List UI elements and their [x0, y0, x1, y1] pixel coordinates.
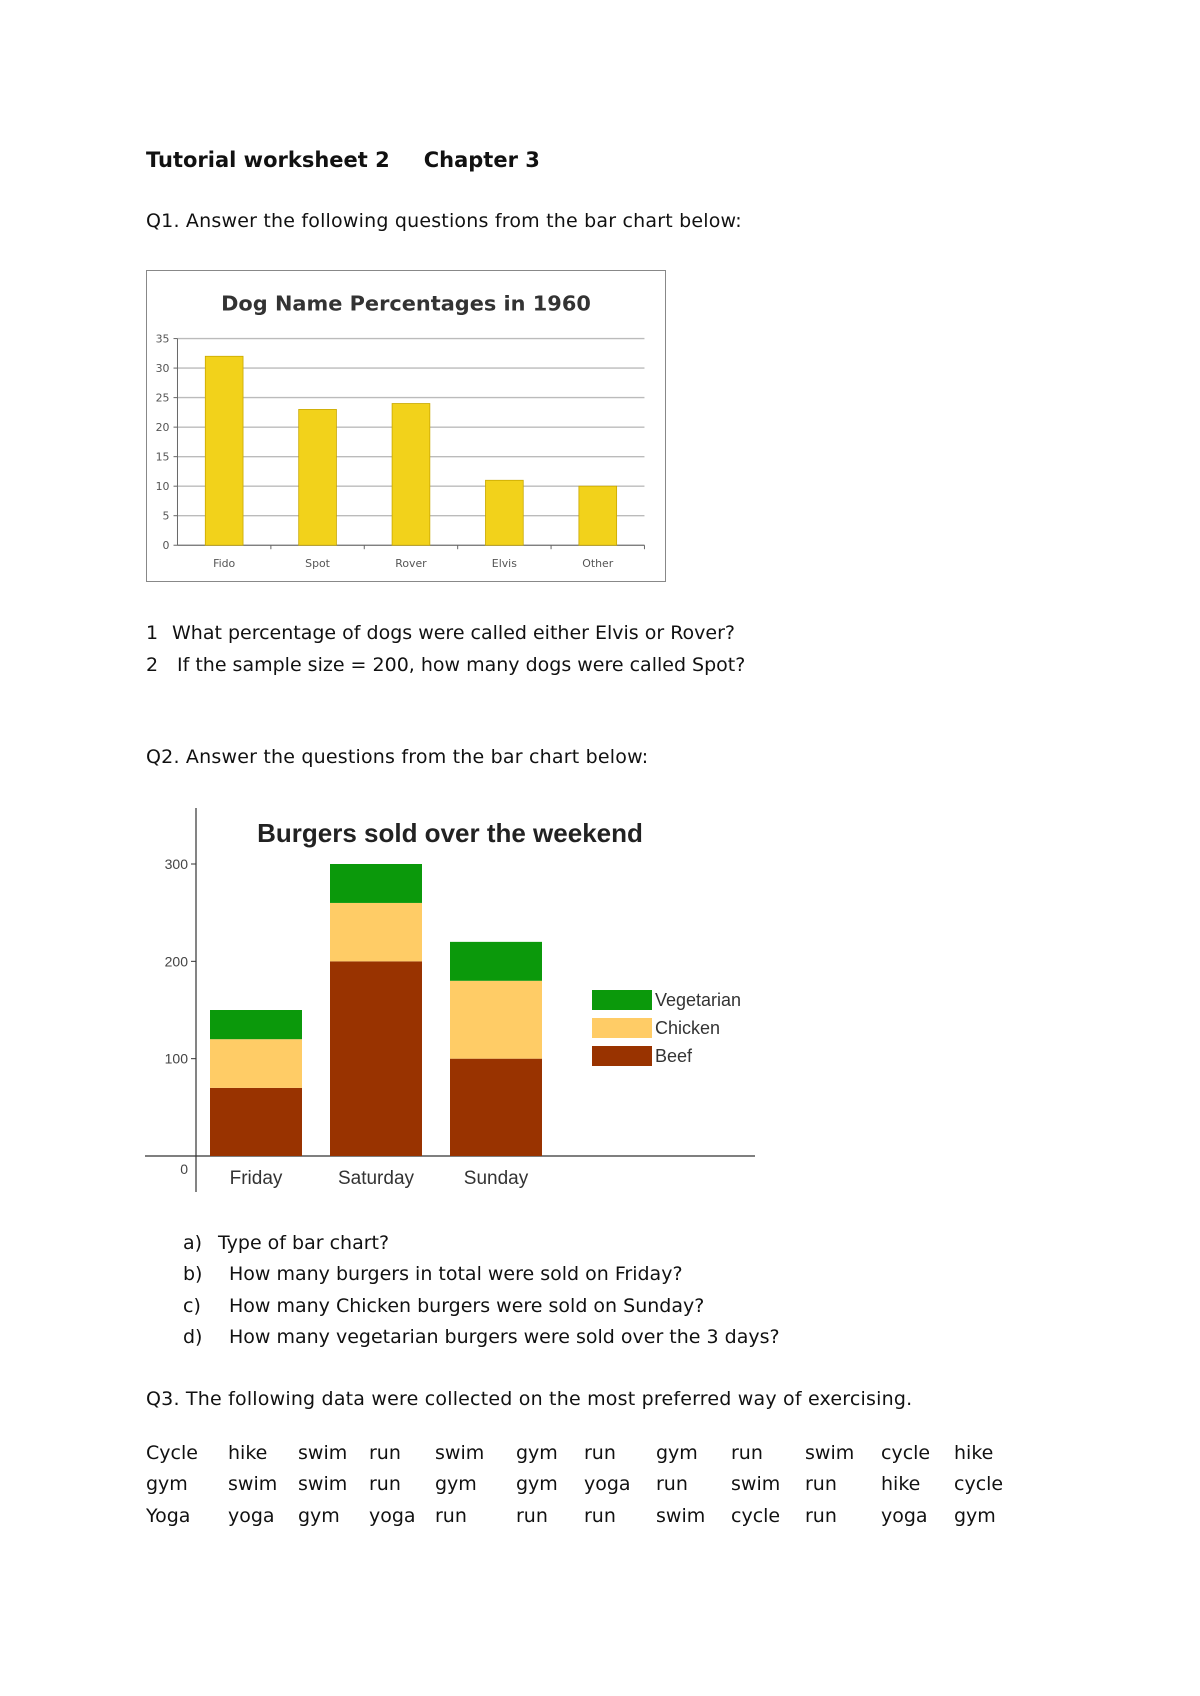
q2-question-text: How many Chicken burgers were sold on Sunday? [229, 1295, 705, 1317]
q3-data-word: gym [516, 1442, 558, 1464]
q3-data-word: run [516, 1505, 548, 1527]
y-tick-label: 300 [164, 856, 188, 872]
legend-swatch-beef [592, 1046, 652, 1066]
q2-question-text: How many vegetarian burgers were sold over the 3 days? [229, 1326, 780, 1348]
y-tick-label: 20 [155, 421, 170, 435]
legend-label-chicken: Chicken [655, 1018, 721, 1038]
q3-data-word: swim [731, 1473, 781, 1495]
q2-question-d [183, 1326, 780, 1348]
q3-data-word: gym [656, 1442, 698, 1464]
q3-data-word: swim [656, 1505, 706, 1527]
x-tick-label: Spot [305, 557, 330, 571]
q3-data-word: run [584, 1505, 616, 1527]
q3-exercise-data-table [146, 1442, 1046, 1542]
q1-question-text: If the sample size = 200, how many dogs were called Spot? [177, 654, 746, 676]
bar-rover [392, 404, 430, 546]
q2-question-b [183, 1263, 683, 1285]
bar-saturday-chicken [330, 903, 422, 961]
burgers-stacked-bar-chart [145, 800, 765, 1192]
q3-data-word: hike [954, 1442, 994, 1464]
x-tick-label: Rover [395, 557, 427, 571]
q1-question-text: What percentage of dogs were called either Elvis or Rover? [172, 622, 736, 644]
x-tick-label: Elvis [491, 557, 517, 571]
legend-swatch-chicken [592, 1018, 652, 1038]
bar-spot [299, 409, 337, 545]
worksheet-title [146, 148, 540, 172]
y-tick-label: 25 [155, 391, 170, 405]
q3-data-word: Yoga [146, 1505, 191, 1527]
q3-data-word: yoga [369, 1505, 416, 1527]
q3-data-word: swim [298, 1473, 348, 1495]
bar-sunday-beef [450, 1059, 542, 1156]
y-tick-label: 100 [164, 1050, 188, 1067]
bar-saturday-beef [330, 961, 422, 1156]
q1-question-2 [146, 654, 745, 676]
q3-data-word: run [805, 1505, 837, 1527]
q3-data-word: gym [146, 1473, 188, 1495]
bar-friday-chicken [210, 1039, 302, 1088]
q1-question-num: 1 [146, 622, 159, 644]
chart-title: Burgers sold over the weekend [257, 818, 643, 848]
q2-question-text: How many burgers in total were sold on Friday? [229, 1263, 683, 1285]
q2-question-label: c) [183, 1295, 201, 1317]
bar-other [579, 486, 617, 545]
y-tick-label: 0 [162, 539, 170, 553]
bar-sunday-vegetarian [450, 942, 542, 981]
y-tick-label: 10 [155, 480, 170, 494]
chart-title: Dog Name Percentages in 1960 [221, 291, 591, 316]
q2-prompt: Q2. Answer the questions from the bar chart below: [146, 746, 649, 768]
q3-data-word: run [369, 1473, 401, 1495]
q3-data-word: run [435, 1505, 467, 1527]
q3-data-word: swim [298, 1442, 348, 1464]
bar-saturday-vegetarian [330, 864, 422, 903]
y-tick-label: 35 [155, 332, 170, 346]
y-tick-label: 200 [164, 953, 188, 970]
q3-data-word: run [584, 1442, 616, 1464]
legend-label-vegetarian: Vegetarian [655, 990, 742, 1010]
bar-fido [205, 356, 243, 545]
q2-question-text: Type of bar chart? [218, 1232, 390, 1254]
q3-data-word: gym [516, 1473, 558, 1495]
q3-data-word: swim [228, 1473, 278, 1495]
x-tick-label: Fido [213, 557, 236, 571]
bar-elvis [485, 480, 523, 545]
q3-data-word: swim [435, 1442, 485, 1464]
q3-data-word: yoga [584, 1473, 631, 1495]
q1-question-num: 2 [146, 654, 159, 676]
q2-question-label: d) [183, 1326, 203, 1348]
legend-label-beef: Beef [655, 1046, 693, 1066]
y-tick-label: 5 [162, 509, 170, 523]
y-tick-label: 30 [155, 362, 170, 376]
q1-prompt: Q1. Answer the following questions from the bar chart below: [146, 210, 742, 232]
legend-swatch-vegetarian [592, 990, 652, 1010]
worksheet-title-part2: Chapter 3 [423, 148, 540, 172]
bar-friday-beef [210, 1088, 302, 1156]
q3-data-word: run [369, 1442, 401, 1464]
x-tick-label: Sunday [463, 1168, 529, 1189]
q3-data-word: gym [298, 1505, 340, 1527]
q2-question-a [183, 1232, 389, 1254]
q3-data-word: run [656, 1473, 688, 1495]
bar-friday-vegetarian [210, 1010, 302, 1039]
bar-sunday-chicken [450, 981, 542, 1059]
q3-data-word: run [805, 1473, 837, 1495]
q2-question-label: b) [183, 1263, 203, 1285]
q3-data-word: cycle [731, 1505, 781, 1527]
x-tick-label: Saturday [337, 1168, 415, 1189]
x-tick-label: Other [582, 557, 614, 571]
q3-data-word: yoga [228, 1505, 275, 1527]
worksheet-title-part1: Tutorial worksheet 2 [146, 148, 390, 172]
q3-data-word: gym [954, 1505, 996, 1527]
dog-names-bar-chart [146, 270, 666, 582]
q3-data-word: cycle [954, 1473, 1004, 1495]
q3-data-word: yoga [881, 1505, 928, 1527]
q3-data-word: cycle [881, 1442, 931, 1464]
y-tick-label: 15 [155, 450, 170, 464]
y-tick-label: 0 [180, 1161, 188, 1177]
q3-data-word: Cycle [146, 1442, 198, 1464]
q3-data-word: gym [435, 1473, 477, 1495]
q2-question-label: a) [183, 1232, 203, 1254]
x-tick-label: Friday [229, 1168, 283, 1189]
q2-question-c [183, 1295, 704, 1317]
q3-data-word: hike [881, 1473, 921, 1495]
q1-question-1 [146, 622, 735, 644]
q3-data-word: run [731, 1442, 763, 1464]
q3-data-word: hike [228, 1442, 268, 1464]
q3-data-word: swim [805, 1442, 855, 1464]
q3-prompt: Q3. The following data were collected on the most preferred way of exercising. [146, 1388, 913, 1410]
